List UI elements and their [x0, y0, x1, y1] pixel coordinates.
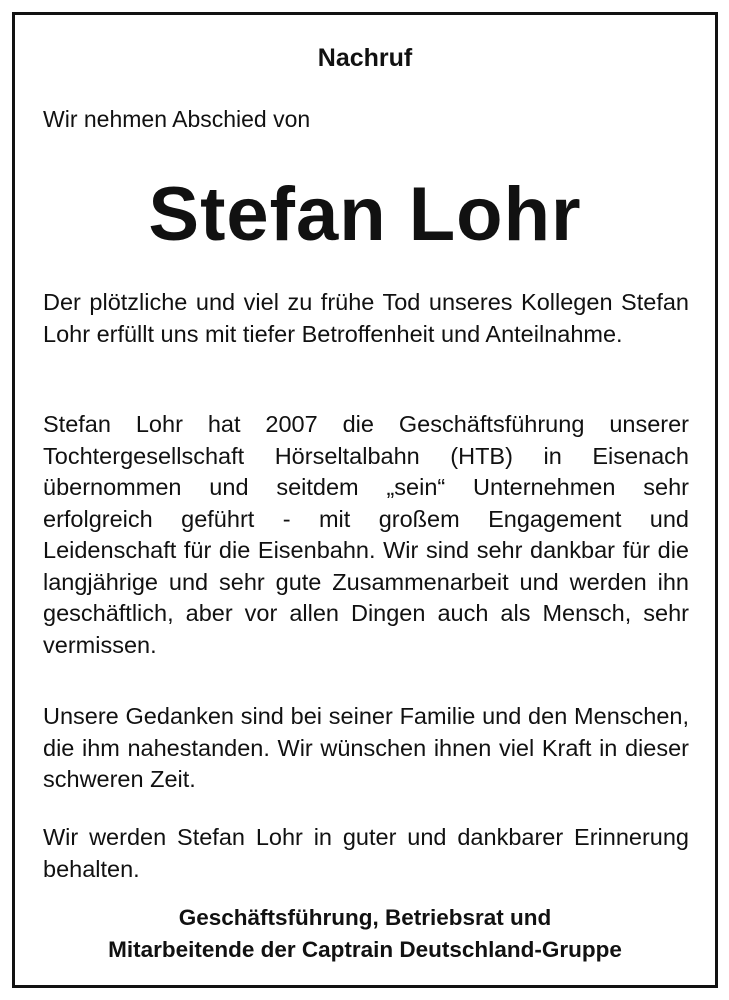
- obituary-frame: [12, 12, 718, 988]
- signature-line: Geschäftsführung, Betriebsrat und: [178, 905, 552, 930]
- notice-title: Nachruf: [317, 44, 413, 72]
- signature-block: [15, 902, 715, 966]
- paragraph-remembrance: Wir werden Stefan Lohr in guter und dankbarer Erinnerung behalten.: [43, 824, 689, 882]
- signature-line: Mitarbeitende der Captrain Deutschland-Gruppe: [108, 937, 622, 962]
- paragraph-condolence: Der plötzliche und viel zu frühe Tod unseres Kollegen Stefan Lohr erfüllt uns mit tiefer Betroffenheit und Anteilnahme.: [43, 289, 689, 347]
- intro-line: Wir nehmen Abschied von: [43, 106, 311, 132]
- paragraph-thoughts: Unsere Gedanken sind bei seiner Familie und den Menschen, die ihm nahestanden. Wir wünschen ihnen viel Kraft in dieser schweren Zeit.: [43, 703, 689, 792]
- deceased-name: Stefan Lohr: [148, 172, 582, 257]
- paragraph-career: Stefan Lohr hat 2007 die Geschäftsführung unserer Tochtergesellschaft Hörseltalbahn (HTB) in Eisenach übernommen und seitdem „sein“ Unternehmen sehr erfolgreich geführt - mit großem Engagement und Leidenschaft für die Eisenbahn. Wir sind sehr dankbar für die langjährige und sehr gute Zusammenarbeit und werden ihn geschäftlich, aber vor allen Dingen auch als Mensch, sehr vermissen.: [43, 411, 689, 658]
